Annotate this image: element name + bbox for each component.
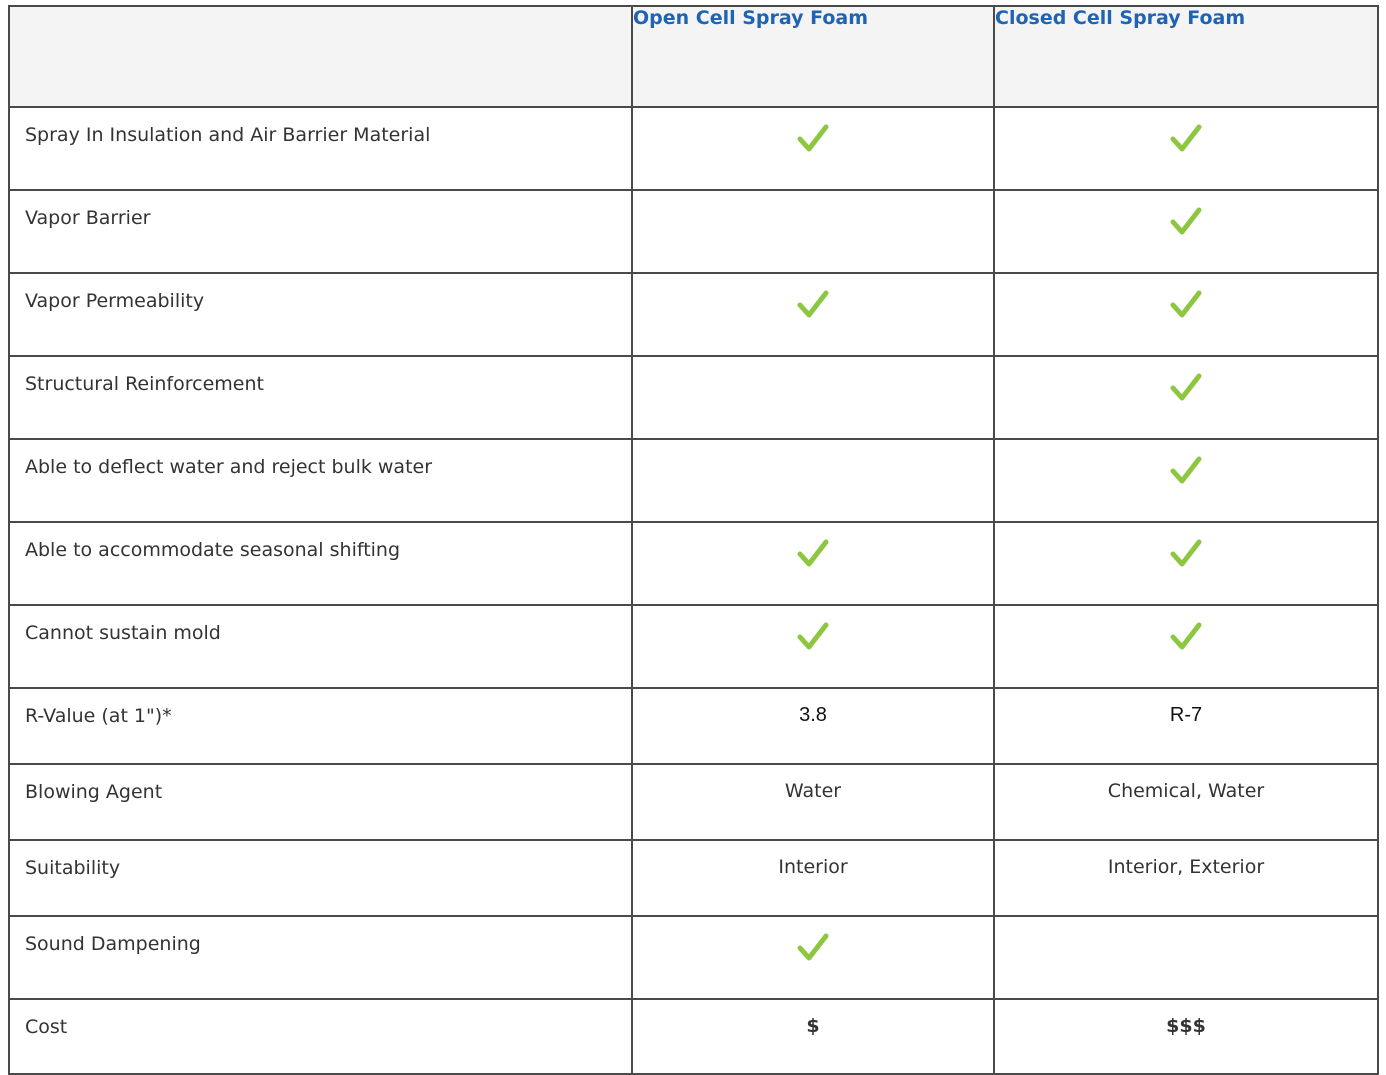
closed-cell-value	[994, 916, 1378, 999]
table-row	[9, 605, 1378, 688]
table-row	[9, 273, 1378, 356]
table-row	[9, 190, 1378, 273]
closed-cell-value	[994, 688, 1378, 764]
row-label: Sound Dampening	[9, 916, 632, 999]
row-label: Able to deflect water and reject bulk water	[9, 439, 632, 522]
table-row	[9, 356, 1378, 439]
checkmark-icon	[1169, 620, 1203, 654]
row-label: Blowing Agent	[9, 764, 632, 840]
checkmark-icon	[1169, 122, 1203, 156]
checkmark-icon	[1169, 371, 1203, 405]
open-cell-value	[632, 356, 994, 439]
open-cell-value: Interior	[632, 840, 994, 916]
cost-closed: $$$	[1166, 1015, 1206, 1037]
table-row	[9, 688, 1378, 764]
checkmark-icon	[796, 537, 830, 571]
checkmark-icon	[796, 620, 830, 654]
header-open-cell: Open Cell Spray Foam	[632, 6, 994, 107]
closed-cell-value	[994, 190, 1378, 273]
open-cell-value	[632, 688, 994, 764]
open-cell-value	[632, 273, 994, 356]
row-label: Cost	[9, 999, 632, 1074]
table-row	[9, 439, 1378, 522]
row-label: Cannot sustain mold	[9, 605, 632, 688]
closed-cell-value: Chemical, Water	[994, 764, 1378, 840]
r-value-open: 3.8	[799, 704, 827, 726]
closed-cell-value	[994, 356, 1378, 439]
open-cell-value	[632, 916, 994, 999]
cost-open: $	[806, 1015, 820, 1037]
open-cell-value	[632, 605, 994, 688]
checkmark-icon	[796, 122, 830, 156]
r-value-closed: R-7	[1169, 704, 1203, 726]
header-row	[9, 6, 1378, 107]
row-label: Suitability	[9, 840, 632, 916]
row-label: Structural Reinforcement	[9, 356, 632, 439]
header-closed-cell: Closed Cell Spray Foam	[994, 6, 1378, 107]
open-cell-value	[632, 190, 994, 273]
checkmark-icon	[1169, 288, 1203, 322]
closed-cell-value: Interior, Exterior	[994, 840, 1378, 916]
open-cell-value	[632, 439, 994, 522]
open-cell-value	[632, 522, 994, 605]
comparison-table	[8, 5, 1379, 1075]
row-label: Vapor Permeability	[9, 273, 632, 356]
table-row	[9, 840, 1378, 916]
checkmark-icon	[1169, 205, 1203, 239]
closed-cell-value	[994, 439, 1378, 522]
table-row	[9, 107, 1378, 190]
header-blank-cell	[9, 6, 632, 107]
closed-cell-value	[994, 605, 1378, 688]
open-cell-value: Water	[632, 764, 994, 840]
checkmark-icon	[796, 931, 830, 965]
table-row	[9, 522, 1378, 605]
closed-cell-value	[994, 522, 1378, 605]
open-cell-value	[632, 999, 994, 1074]
row-label: Spray In Insulation and Air Barrier Material	[9, 107, 632, 190]
checkmark-icon	[1169, 454, 1203, 488]
table-row	[9, 916, 1378, 999]
row-label: Able to accommodate seasonal shifting	[9, 522, 632, 605]
closed-cell-value	[994, 107, 1378, 190]
row-label: Vapor Barrier	[9, 190, 632, 273]
closed-cell-value	[994, 273, 1378, 356]
closed-cell-value	[994, 999, 1378, 1074]
table-row	[9, 999, 1378, 1074]
open-cell-value	[632, 107, 994, 190]
checkmark-icon	[1169, 537, 1203, 571]
checkmark-icon	[796, 288, 830, 322]
table-row	[9, 764, 1378, 840]
row-label: R-Value (at 1")*	[9, 688, 632, 764]
